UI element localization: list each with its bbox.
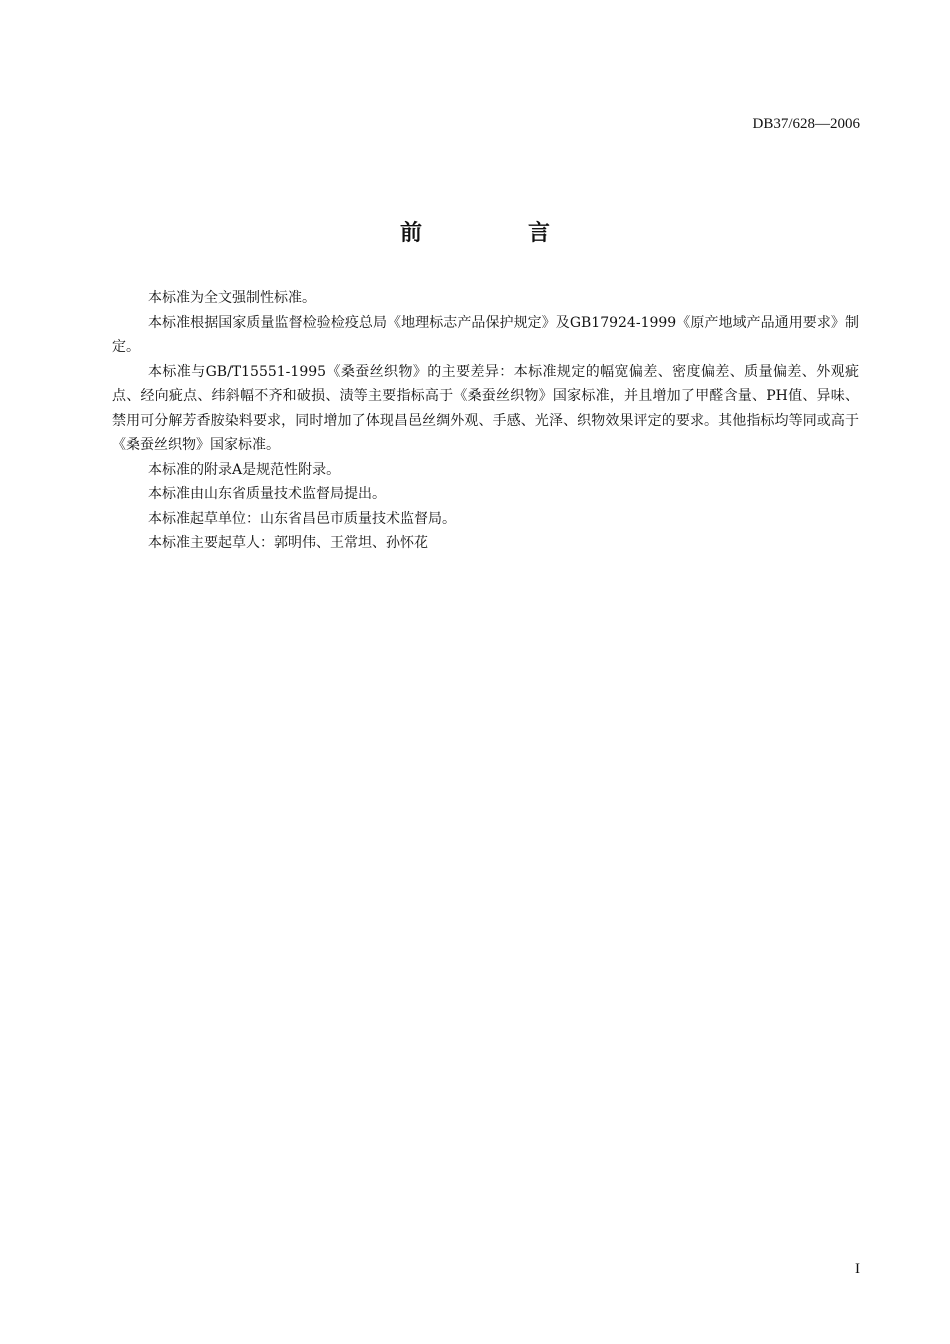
paragraph-appendix: 本标准的附录A是规范性附录。 <box>148 461 341 478</box>
paragraph-differences: 本标准与GB/T15551-1995《桑蚕丝织物》的主要差异：本标准规定的幅宽偏差、密度偏差、质量偏差、外观疵点、经向疵点、纬斜幅不齐和破损、渍等主要指标高于《桑蚕丝织物》国家标准，并且增加了甲醛含量、PH值、异味、禁用可分解芳香胺染料要求，同时增加了体现昌邑丝绸外观、手感、光泽、织物效果评定的要求。其他指标均等同或高于《桑蚕丝织物》国家标准。 <box>112 363 859 453</box>
standard-code: DB37/628—2006 <box>752 116 860 132</box>
paragraph-basis: 本标准根据国家质量监督检验检疫总局《地理标志产品保护规定》及GB17924-1999《原产地域产品通用要求》制定。 <box>112 314 859 355</box>
paragraph-proposer: 本标准由山东省质量技术监督局提出。 <box>148 486 386 502</box>
paragraph-mandatory-statement: 本标准为全文强制性标准。 <box>148 290 316 306</box>
page-title: 前 言 <box>399 220 592 246</box>
page-number: I <box>855 1261 860 1277</box>
foreword-body <box>112 286 859 556</box>
paragraph-drafting-unit: 本标准起草单位：山东省昌邑市质量技术监督局。 <box>148 510 456 527</box>
paragraph-drafters: 本标准主要起草人：郭明伟、王常坦、孙怀花 <box>148 535 428 551</box>
